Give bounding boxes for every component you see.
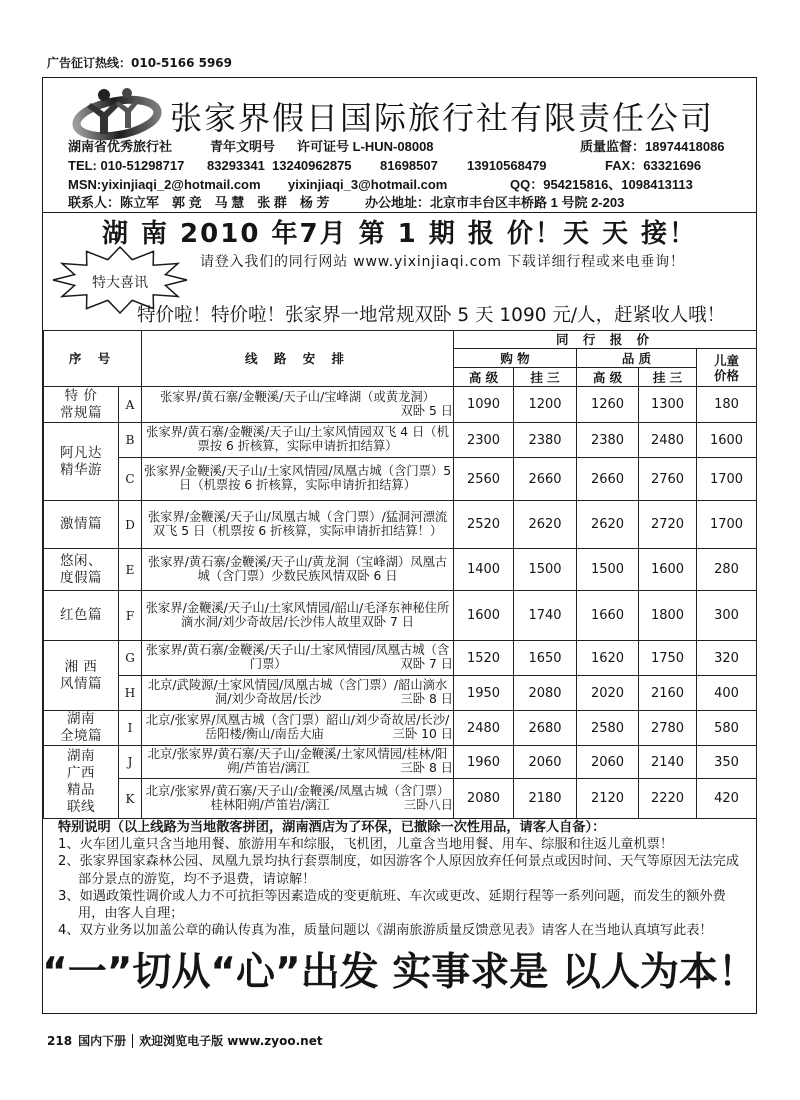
route-text: 北京/张家界/黄石寨/天子山/金鞭溪/土家风情园/桂林/阳朔/芦笛岩/漓江 [147, 747, 448, 775]
shopping-hang-price: 2620 [514, 501, 577, 549]
route-code: F [119, 591, 142, 641]
logo-figure-head [98, 89, 110, 101]
shopping-premium-price: 2560 [454, 458, 514, 501]
ad-hotline: 广告征订热线：010-5166 5969 [47, 56, 233, 70]
quality-premium-price: 2060 [577, 746, 639, 779]
company-name: 张家界假日国际旅行社有限责任公司 [170, 99, 715, 137]
route-duration: 双卧 5 日 [400, 403, 454, 418]
route-plan [142, 676, 454, 711]
header-route: 线 路 安 排 [142, 331, 454, 387]
footer-site: 欢迎浏览电子版 www.zyoo.net [132, 1034, 323, 1048]
route-code: C [119, 458, 142, 501]
quality-premium-price: 1260 [577, 387, 639, 423]
route-code: A [119, 387, 142, 423]
route-row-b [44, 423, 757, 458]
route-plan [142, 641, 454, 676]
quality-premium-price: 2660 [577, 458, 639, 501]
shopping-premium-price: 1960 [454, 746, 514, 779]
route-duration: 三卧 8 日 [400, 692, 454, 706]
quality-hang-price: 2220 [639, 779, 697, 819]
route-text: 张家界/黄石寨/金鞭溪/天子山/土家风情园/凤凰古城（含门票） [145, 643, 450, 671]
header-shopping: 购 物 [454, 349, 577, 368]
qq-numbers: QQ：954215816、1098413113 [510, 177, 693, 192]
tel-number: 81698507 [380, 158, 438, 173]
header-quality-premium: 高 级 [577, 368, 639, 387]
notes-title: 特别说明（以上线路为当地散客拼团，湖南酒店为了环保，已撤除一次性用品，请客人自备）： [58, 820, 606, 835]
quality-hang-price: 2720 [639, 501, 697, 549]
logo-ring [74, 94, 161, 142]
quality-premium-price: 2020 [577, 676, 639, 711]
quality-supervision-phone: 质量监督：18974418086 [580, 139, 725, 154]
fax-number: FAX：63321696 [605, 158, 702, 173]
route-plan [142, 423, 454, 458]
route-code: D [119, 501, 142, 549]
route-text: 张家界/金鞭溪/天子山/土家风情园/韶山/毛泽东神秘住所滴水洞/刘少奇故居/长沙伟人故里双卧 7 日 [145, 600, 450, 629]
msn-address: MSN:yixinjiaqi_2@hotmail.com [68, 177, 261, 192]
route-duration: 三卧 10 日 [392, 727, 454, 741]
child-price: 1700 [697, 458, 757, 501]
tel-number: 13910568479 [467, 158, 547, 173]
quality-hang-price: 2760 [639, 458, 697, 501]
page-number: 218 [47, 1034, 73, 1048]
headline: 湖 南 2010 年7月 第 1 期 报 价！天 天 接！ [101, 219, 698, 249]
route-rows [44, 387, 757, 819]
shopping-hang-price: 1740 [514, 591, 577, 641]
table-header-row [44, 331, 757, 349]
route-duration: 三卧 8 日 [400, 761, 454, 775]
quality-premium-price: 2580 [577, 711, 639, 746]
route-category: 阿凡达 精华游 [44, 423, 119, 501]
honor-label: 湖南省优秀旅行社 [68, 139, 173, 154]
tel-number: 13240962875 [272, 158, 352, 173]
contact-persons: 联系人：陈立军 郭 竞 马 慧 张 群 杨 芳 [68, 195, 330, 210]
route-category: 湖南 广西 精品 联线 [44, 746, 119, 819]
note-item: 4、双方业务以加盖公章的确认传真为准，质量问题以《湖南旅游质量反馈意见表》请客人在当地认真填写此表！ [58, 923, 713, 939]
header-child-price: 儿童 价格 [697, 349, 757, 387]
route-row-f [44, 591, 757, 641]
header-shopping-premium: 高 级 [454, 368, 514, 387]
quality-hang-price: 2140 [639, 746, 697, 779]
route-category: 红色篇 [44, 591, 119, 641]
quality-hang-price: 2160 [639, 676, 697, 711]
msn-address: yixinjiaqi_3@hotmail.com [288, 177, 448, 192]
route-plan [142, 549, 454, 591]
section-name: 国内下册 [78, 1034, 127, 1048]
youth-label: 青年文明号 [210, 139, 276, 154]
route-code: H [119, 676, 142, 711]
quality-hang-price: 2780 [639, 711, 697, 746]
header-shopping-hang: 挂 三 [514, 368, 577, 387]
note-item: 1、火车团儿童只含当地用餐、旅游用车和综服，飞机团，儿童含当地用餐、用车、综服和往返儿童机票！ [58, 837, 674, 853]
route-row-k [44, 779, 757, 819]
special-notes [58, 819, 752, 939]
shopping-premium-price: 1600 [454, 591, 514, 641]
child-price: 580 [697, 711, 757, 746]
quality-hang-price: 2480 [639, 423, 697, 458]
page-footer [47, 1033, 323, 1049]
child-price: 180 [697, 387, 757, 423]
route-code: J [119, 746, 142, 779]
shopping-premium-price: 1090 [454, 387, 514, 423]
route-row-d [44, 501, 757, 549]
route-category: 湘 西 风情篇 [44, 641, 119, 711]
header-serial: 序 号 [44, 331, 142, 387]
logo-figure-head-2 [122, 88, 132, 98]
route-text: 张家界/黄石寨/金鞭溪/天子山/宝峰湖（或黄龙洞） [160, 389, 435, 404]
child-price: 300 [697, 591, 757, 641]
shopping-premium-price: 1950 [454, 676, 514, 711]
child-price: 350 [697, 746, 757, 779]
route-plan [142, 746, 454, 779]
shopping-premium-price: 1400 [454, 549, 514, 591]
route-text: 北京/张家界/黄石寨/天子山/金鞭溪/凤凰古城（含门票）桂林阳朔/芦笛岩/漓江 [145, 783, 450, 812]
shopping-premium-price: 2300 [454, 423, 514, 458]
route-row-g [44, 641, 757, 676]
route-text: 张家界/黄石寨/金鞭溪/天子山/黄龙洞（宝峰湖）凤凰古城（含门票）少数民族风情双卧 6 日 [147, 554, 448, 583]
route-code: B [119, 423, 142, 458]
route-text: 张家界/金鞭溪/天子山/土家风情园/凤凰古城（含门票）5 日（机票按 6 折核算，实际申请折扣结算） [143, 464, 452, 492]
quality-premium-price: 2120 [577, 779, 639, 819]
header-peer-price: 同 行 报 价 [454, 331, 757, 349]
quality-premium-price: 1660 [577, 591, 639, 641]
route-row-e [44, 549, 757, 591]
shopping-hang-price: 2680 [514, 711, 577, 746]
header-quality: 品 质 [577, 349, 697, 368]
route-category: 特 价 常规篇 [44, 387, 119, 423]
office-address: 办公地址：北京市丰台区丰桥路 1 号院 2-203 [365, 195, 625, 210]
website-note: 请登入我们的同行网站 www.yixinjiaqi.com 下载详细行程或来电垂询！ [200, 254, 685, 270]
header-divider [42, 212, 757, 213]
shopping-hang-price: 2060 [514, 746, 577, 779]
header-quality-hang: 挂 三 [639, 368, 697, 387]
route-row-i [44, 711, 757, 746]
quality-premium-price: 2380 [577, 423, 639, 458]
shopping-hang-price: 2180 [514, 779, 577, 819]
route-plan [142, 711, 454, 746]
promo-text: 特价啦！特价啦！张家界一地常规双卧 5 天 1090 元/人，赶紧收人哦！ [137, 305, 726, 326]
shopping-hang-price: 2660 [514, 458, 577, 501]
route-plan [142, 458, 454, 501]
shopping-hang-price: 1500 [514, 549, 577, 591]
route-text: 北京/武陵源/土家风情园/凤凰古城（含门票）/韶山滴水洞/刘少奇故居/长沙 [147, 678, 448, 706]
route-category: 激情篇 [44, 501, 119, 549]
route-code: G [119, 641, 142, 676]
quality-premium-price: 2620 [577, 501, 639, 549]
price-table [43, 330, 757, 819]
child-price: 420 [697, 779, 757, 819]
child-price: 1600 [697, 423, 757, 458]
quality-premium-price: 1620 [577, 641, 639, 676]
route-plan [142, 501, 454, 549]
quality-hang-price: 1750 [639, 641, 697, 676]
route-duration: 双卧 7 日 [400, 657, 454, 671]
child-price: 400 [697, 676, 757, 711]
route-code: I [119, 711, 142, 746]
route-row-c [44, 458, 757, 501]
child-price: 280 [697, 549, 757, 591]
note-item: 2、张家界国家森林公园、凤凰九景均执行套票制度，如因游客个人原因放弃任何景点或因时间、天气等原因无法完成部分景点的游览，均不予退费，请谅解！ [58, 854, 739, 887]
quality-hang-price: 1800 [639, 591, 697, 641]
route-plan [142, 779, 454, 819]
shopping-hang-price: 2380 [514, 423, 577, 458]
quality-hang-price: 1600 [639, 549, 697, 591]
route-row-h [44, 676, 757, 711]
child-price: 1700 [697, 501, 757, 549]
child-price: 320 [697, 641, 757, 676]
route-plan [142, 591, 454, 641]
badge-text: 特大喜讯 [92, 275, 148, 291]
route-text: 张家界/黄石寨/金鞭溪/天子山/土家风情园双飞 4 日（机票按 6 折核算，实际申请折扣结算） [146, 425, 449, 453]
route-code: E [119, 549, 142, 591]
shopping-hang-price: 1200 [514, 387, 577, 423]
quality-hang-price: 1300 [639, 387, 697, 423]
company-logo-icon [70, 82, 164, 144]
license-number: 许可证号 L-HUN-08008 [297, 139, 434, 154]
route-text: 北京/张家界/凤凰古城（含门票）韶山/刘少奇故居/长沙/岳阳楼/衡山/南岳大庙 [145, 713, 450, 741]
slogan: “一”切从“心”出发 实事求是 以人为本！ [42, 950, 757, 995]
shopping-premium-price: 2080 [454, 779, 514, 819]
route-code: K [119, 779, 142, 819]
tel-number: 83293341 [207, 158, 265, 173]
shopping-premium-price: 1520 [454, 641, 514, 676]
shopping-hang-price: 1650 [514, 641, 577, 676]
note-item: 3、如遇政策性调价或人力不可抗拒等因素造成的变更航班、车次或更改、延期行程等一系列问题，而发生的额外费用，由客人自理； [58, 888, 726, 922]
shopping-hang-price: 2080 [514, 676, 577, 711]
route-category: 悠闲、 度假篇 [44, 549, 119, 591]
route-plan [142, 387, 454, 423]
route-row-a [44, 387, 757, 423]
route-text: 张家界/金鞭溪/天子山/凤凰古城（含门票）/猛洞河漂流双飞 5 日（机票按 6 折核算，实际申请折扣结算！） [147, 509, 448, 538]
shopping-premium-price: 2520 [454, 501, 514, 549]
tel-number: TEL: 010-51298717 [68, 158, 185, 173]
route-category: 湖南 全境篇 [44, 711, 119, 746]
quality-premium-price: 1500 [577, 549, 639, 591]
shopping-premium-price: 2480 [454, 711, 514, 746]
route-row-j [44, 746, 757, 779]
route-duration: 三卧八日 [403, 797, 454, 812]
